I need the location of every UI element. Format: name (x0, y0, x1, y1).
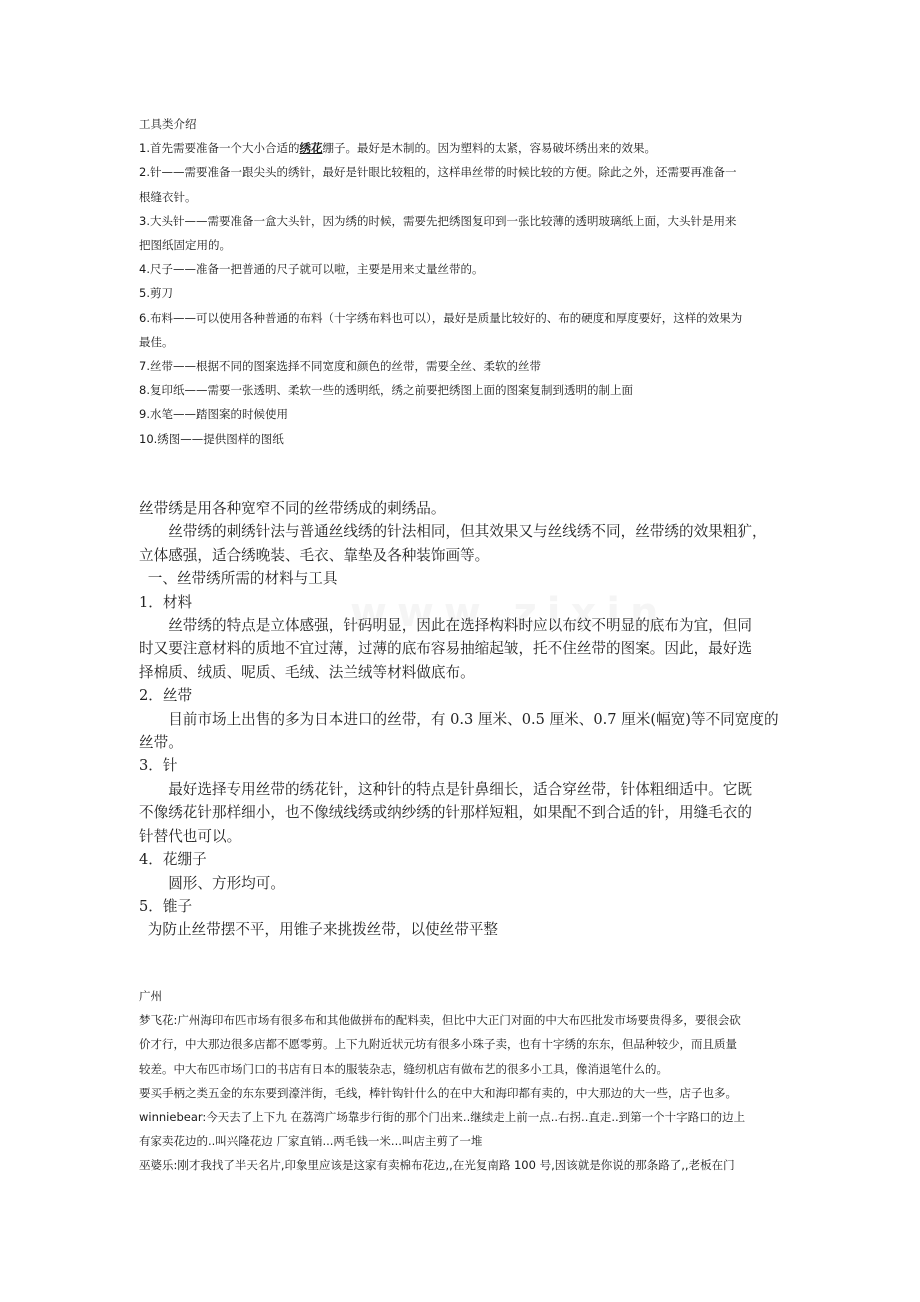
guangzhou-section (139, 984, 789, 1178)
needle-line-1: 最好选择专用丝带的绣花针，这种针的特点是针鼻细长，适合穿丝带，针体粗细适中。它既 (168, 780, 752, 798)
guangzhou-p3-line-2: 有家卖花边的..叫兴隆花边 厂家直销...两毛钱一米...叫店主剪了一堆 (139, 1134, 483, 1149)
tools-item-6-line-2: 最佳。 (139, 334, 174, 349)
ribbon-line-1: 目前市场上出售的多为日本进口的丝带，有 0.3 厘米、0.5 厘米、0.7 厘米(幅宽)等不同宽度的 (168, 710, 779, 728)
tools-item-2-line-2: 根缝衣针。 (139, 189, 197, 204)
heading-hoop: 4．花绷子 (139, 851, 207, 869)
tools-item-1-pre: 1.首先需要准备一个大小合适的 (139, 141, 300, 156)
tools-item-9: 9.水笔——踏图案的时候使用 (139, 407, 288, 422)
ribbon-para-1-line-2: 立体感强，适合绣晚装、毛衣、靠垫及各种装饰画等。 (139, 546, 490, 564)
guangzhou-p3-line-1: winniebear:今天去了上下九 在荔湾广场靠步行街的那个门出来..继续走上前一点..右拐..直走..到第一个十字路口的边上 (139, 1110, 746, 1125)
awl-text: 为防止丝带摆不平，用锥子来挑拨丝带，以使丝带平整 (147, 921, 499, 939)
ribbon-intro: 丝带绣是用各种宽窄不同的丝带绣成的刺绣品。 (139, 500, 446, 517)
tools-item-1-post: 绷子。最好是木制的。因为塑料的太紧，容易破坏绣出来的效果。 (322, 141, 656, 156)
guangzhou-p2: 要买手柄之类五金的东东要到濠泮街，毛线，棒针钩针什么的在中大和海印都有卖的，中大那边的大一些，店子也多。 (139, 1085, 737, 1100)
ribbon-line-2: 丝带。 (139, 734, 183, 752)
heading-needle: 3．针 (139, 757, 178, 775)
guangzhou-p1-line-2: 价才行，中大那边很多店都不愿零剪。上下九附近状元坊有很多小珠子卖，也有十字绣的东东，但品种较少，而且质量 (139, 1037, 737, 1052)
tools-section (139, 112, 789, 451)
tools-item-4: 4.尺子——准备一把普通的尺子就可以啦，主要是用来丈量丝带的。 (139, 262, 484, 277)
tools-title: 工具类介绍 (139, 117, 197, 131)
section-heading: 一、丝带绣所需的材料与工具 (147, 570, 338, 588)
tools-item-7: 7.丝带——根据不同的图案选择不同宽度和颜色的丝带，需要全丝、柔软的丝带 (139, 359, 541, 374)
tools-item-1 (139, 136, 789, 160)
heading-materials: 1．材料 (139, 593, 193, 611)
materials-line-2: 时又要注意材料的质地不宜过薄，过薄的底布容易抽缩起皱，托不住丝带的图案。因此，最好选 (139, 640, 752, 658)
embroidery-link[interactable]: 绣花 (299, 141, 323, 156)
tools-item-5: 5.剪刀 (139, 286, 173, 301)
ribbon-para-1-line-1: 丝带绣的刺绣针法与普通丝线绣的针法相同，但其效果又与丝线绣不同，丝带绣的效果粗犷， (168, 523, 767, 541)
heading-ribbon: 2．丝带 (139, 687, 193, 705)
materials-line-1: 丝带绣的特点是立体感强，针码明显，因此在选择构料时应以布纹不明显的底布为宜，但同 (168, 617, 752, 635)
needle-line-3: 针替代也可以。 (139, 827, 242, 845)
tools-item-3-line-2: 把图纸固定用的。 (139, 238, 231, 253)
needle-line-2: 不像绣花针那样细小，也不像绒线绣或纳纱绣的针那样短粗，如果配不到合适的针，用缝毛衣的 (139, 804, 752, 822)
heading-awl: 5．锥子 (139, 897, 193, 915)
tools-item-6-line-1: 6.布料——可以使用各种普通的布料（十字绣布料也可以），最好是质量比较好的、布的硬度和厚度要好，这样的效果为 (139, 310, 743, 325)
ribbon-embroidery-section (139, 497, 789, 942)
guangzhou-title: 广州 (139, 989, 162, 1003)
hoop-text: 圆形、方形均可。 (168, 874, 285, 892)
guangzhou-p4-line-1: 巫婆乐:刚才我找了半天名片,印象里应该是这家有卖棉布花边,,在光复南路 100 号,因该就是你说的那条路了,,老板在门 (139, 1158, 735, 1173)
tools-item-10: 10.绣图——提供图样的图纸 (139, 431, 284, 446)
guangzhou-p1-line-3: 较差。中大布匹市场门口的书店有日本的服装杂志，缝纫机店有做布艺的很多小工具，像消退笔什么的。 (139, 1061, 668, 1076)
tools-item-3-line-1: 3.大头针——需要准备一盒大头针，因为绣的时候，需要先把绣图复印到一张比较薄的透明玻璃纸上面，大头针是用来 (139, 213, 737, 228)
guangzhou-p1-line-1: 梦飞花:广州海印布匹市场有很多布和其他做拼布的配料卖，但比中大正门对面的中大布匹批发市场要贵得多，要很会砍 (139, 1013, 741, 1028)
tools-item-2-line-1: 2.针——需要准备一跟尖头的绣针，最好是针眼比较粗的，这样串丝带的时候比较的方便。除此之外，还需要再准备一 (139, 165, 737, 180)
materials-line-3: 择棉质、绒质、呢质、毛绒、法兰绒等材料做底布。 (139, 663, 475, 681)
tools-item-8: 8.复印纸——需要一张透明、柔软一些的透明纸，绣之前要把绣图上面的图案复制到透明的制上面 (139, 383, 633, 398)
